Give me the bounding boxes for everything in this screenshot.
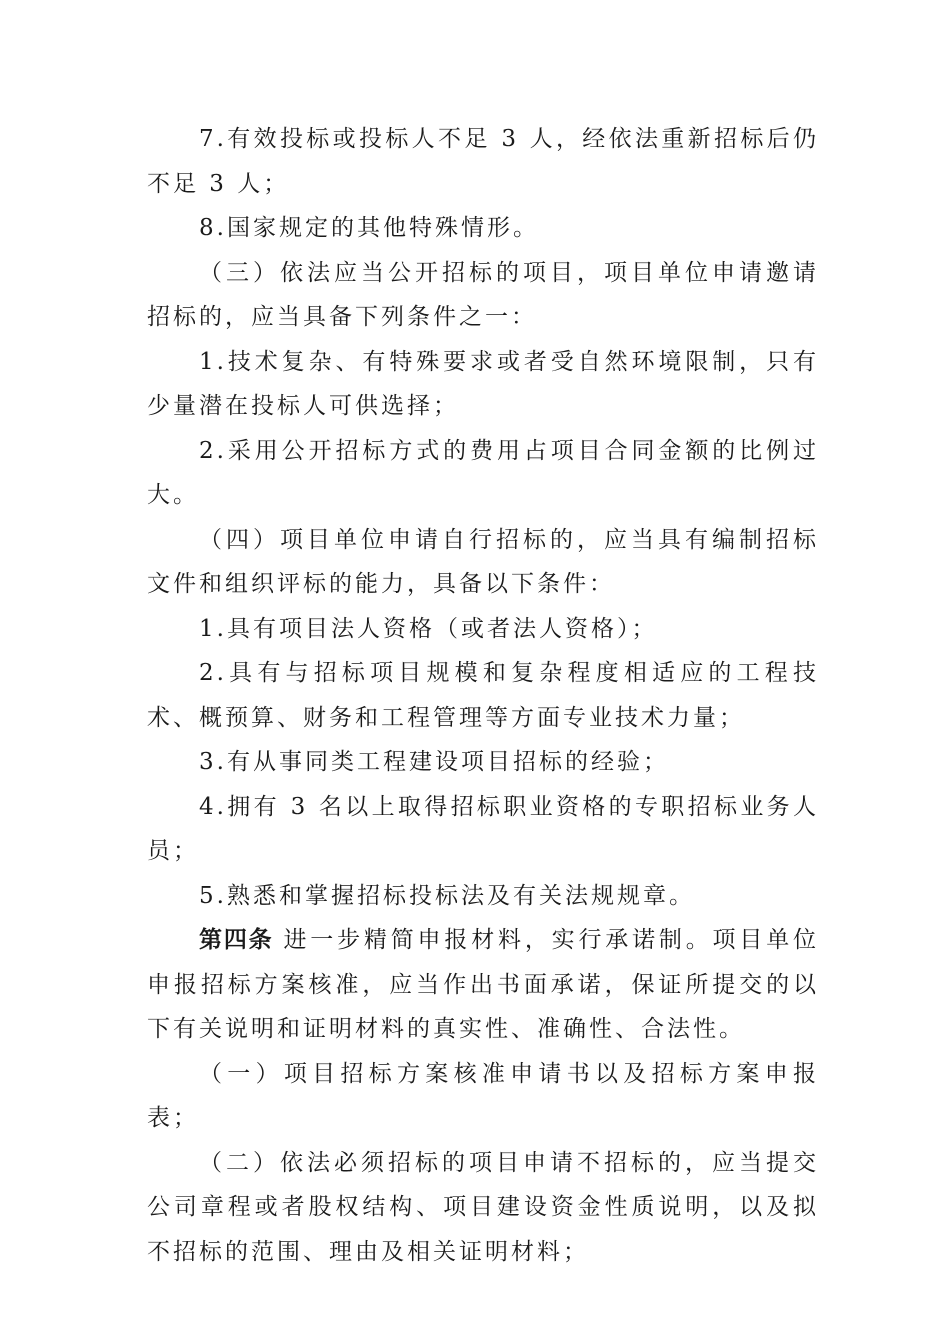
paragraph-text: 7.有效投标或投标人不足 3 人，经依法重新招标后仍不足 3 人； xyxy=(147,126,819,197)
paragraph-text: 进一步精简申报材料，实行承诺制。项目单位申报招标方案核准，应当作出书面承诺，保证所提交的以下有关说明和证明材料的真实性、准确性、合法性。 xyxy=(147,927,820,1042)
paragraph-text: （四）项目单位申请自行招标的，应当具有编制招标文件和组织评标的能力，具备以下条件： xyxy=(147,526,819,597)
paragraph-material-2 xyxy=(147,1141,819,1275)
document-body xyxy=(147,117,819,1274)
paragraph-condition-1 xyxy=(147,340,819,429)
paragraph-text: （二）依法必须招标的项目申请不招标的，应当提交公司章程或者股权结构、项目建设资金性质说明，以及拟不招标的范围、理由及相关证明材料； xyxy=(147,1149,819,1265)
paragraph-text: 2.具有与招标项目规模和复杂程度相适应的工程技术、概预算、财务和工程管理等方面专业技术力量； xyxy=(147,660,819,731)
paragraph-text: （三）依法应当公开招标的项目，项目单位申请邀请招标的，应当具备下列条件之一： xyxy=(147,259,819,330)
article-heading: 第四条 xyxy=(199,927,274,953)
paragraph-text: 1.技术复杂、有特殊要求或者受自然环境限制，只有少量潜在投标人可供选择； xyxy=(147,348,819,419)
paragraph-condition-2 xyxy=(147,429,819,518)
paragraph-text: 1.具有项目法人资格（或者法人资格）； xyxy=(199,615,658,642)
paragraph-section-3 xyxy=(147,251,819,340)
paragraph-text: （一）项目招标方案核准申请书以及招标方案申报表； xyxy=(147,1060,819,1131)
paragraph-article-4 xyxy=(147,918,819,1052)
paragraph-requirement-2 xyxy=(147,651,819,740)
paragraph-item-7 xyxy=(147,117,819,206)
paragraph-text: 4.拥有 3 名以上取得招标职业资格的专职招标业务人员； xyxy=(147,793,819,864)
paragraph-requirement-5 xyxy=(147,874,819,919)
paragraph-item-8 xyxy=(147,206,819,251)
paragraph-text: 8.国家规定的其他特殊情形。 xyxy=(199,215,539,241)
paragraph-requirement-1 xyxy=(147,607,819,652)
paragraph-text: 2.采用公开招标方式的费用占项目合同金额的比例过大。 xyxy=(147,437,819,508)
paragraph-text: 5.熟悉和掌握招标投标法及有关法规规章。 xyxy=(199,882,695,909)
paragraph-material-1 xyxy=(147,1052,819,1141)
paragraph-text: 3.有从事同类工程建设项目招标的经验； xyxy=(199,749,669,775)
paragraph-requirement-4 xyxy=(147,785,819,874)
paragraph-section-4 xyxy=(147,518,819,607)
paragraph-requirement-3 xyxy=(147,740,819,785)
